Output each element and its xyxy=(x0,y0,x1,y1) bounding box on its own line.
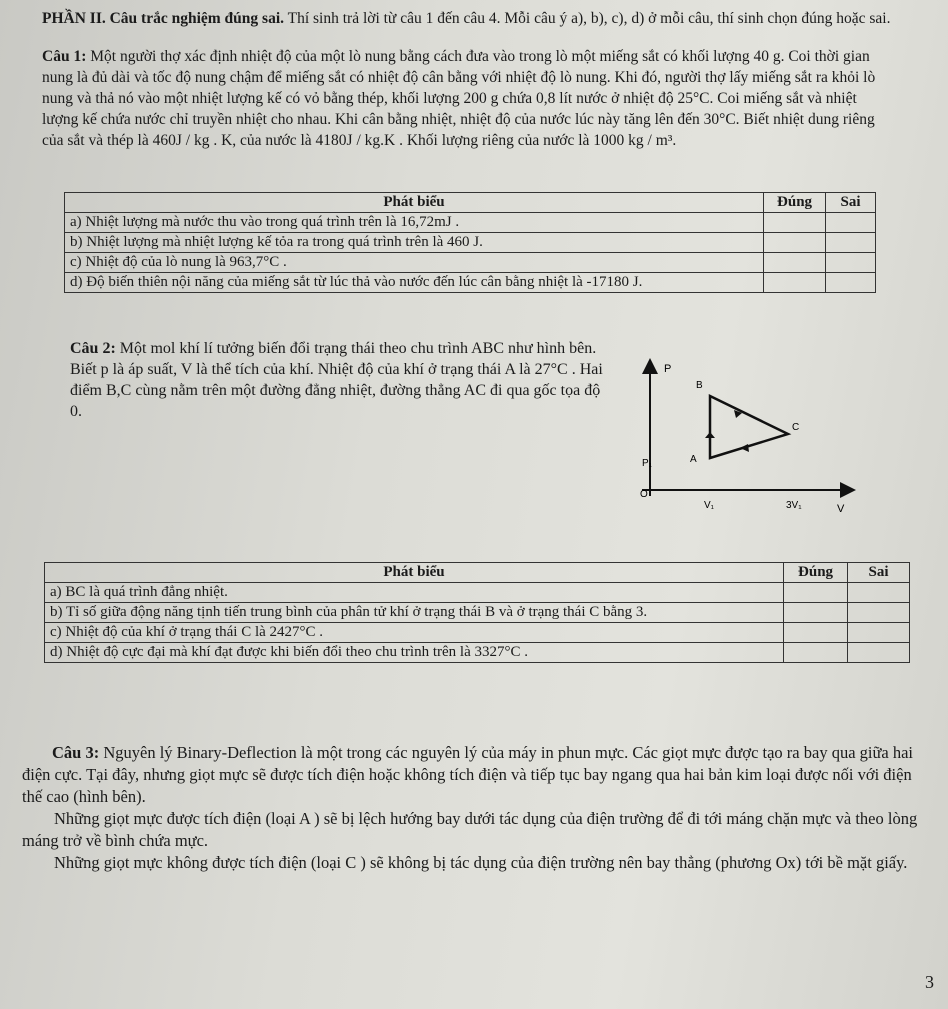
question-3-text-1: Nguyên lý Binary-Deflection là một trong các nguyên lý của máy in phun mực. Các giọt mực được tạo ra bay qua giữa hai điện cực. Tại đây, nhưng giọt mực sẽ được tích điện hoặc không tích điện và tiếp tục bay ngang qua hai bản kim loại được nối với điện thế cao (hình bên). xyxy=(22,743,914,806)
question-1-table xyxy=(64,192,876,293)
question-1-label: Câu 1: xyxy=(42,48,87,65)
pv-diagram xyxy=(622,358,862,518)
q2-true-cell-d[interactable] xyxy=(784,643,848,663)
q2-true-cell-a[interactable] xyxy=(784,583,848,603)
axis-p-label: P xyxy=(664,363,672,375)
question-2-label: Câu 2: xyxy=(70,340,116,357)
arrow-ca-icon xyxy=(740,444,749,452)
question-2-table xyxy=(44,562,910,663)
q2-header-true: Đúng xyxy=(784,563,848,583)
question-3-paragraph-2: Những giọt mực được tích điện (loại A ) sẽ bị lệch hướng bay dưới tác dụng của điện trường để đi tới máng chặn mực và theo lòng máng trở về bình chứa mực. xyxy=(22,809,918,850)
axis-v-label: V xyxy=(837,503,845,515)
table-row xyxy=(45,643,910,663)
q2-false-cell-a[interactable] xyxy=(848,583,910,603)
v1-label: V₁ xyxy=(704,500,715,511)
q2-statement-b: b) Tỉ số giữa động năng tịnh tiến trung bình của phân tử khí ở trạng thái B và ở trạng thái C bằng 3. xyxy=(45,603,784,623)
q1-true-cell-a[interactable] xyxy=(764,213,826,233)
p1-label: P₁ xyxy=(642,458,653,469)
question-3-paragraph-3: Những giọt mực không được tích điện (loại C ) sẽ không bị tác dụng của điện trường nên bay thẳng (phương Ox) tới bề mặt giấy. xyxy=(54,853,908,872)
q1-true-cell-d[interactable] xyxy=(764,273,826,293)
q1-header-false: Sai xyxy=(826,193,876,213)
q1-statement-a: a) Nhiệt lượng mà nước thu vào trong quá trình trên là 16,72mJ . xyxy=(65,213,764,233)
cycle-abc xyxy=(710,396,788,458)
origin-label: O xyxy=(640,489,648,500)
point-c-label: C xyxy=(792,422,800,433)
table-row xyxy=(45,603,910,623)
q2-true-cell-b[interactable] xyxy=(784,603,848,623)
q2-header-false: Sai xyxy=(848,563,910,583)
q2-false-cell-d[interactable] xyxy=(848,643,910,663)
table-row xyxy=(65,233,876,253)
q1-header-true: Đúng xyxy=(764,193,826,213)
part-heading xyxy=(42,8,922,29)
table-row xyxy=(65,213,876,233)
q2-false-cell-b[interactable] xyxy=(848,603,910,623)
question-1-text: Một người thợ xác định nhiệt độ của một lò nung bằng cách đưa vào trong lò một miếng sắt có khối lượng 40 g. Coi thời gian nung là đủ dài và tốc độ nung chậm để miếng sắt có nhiệt độ cân bằng với nhiệt độ lò nung. Khi đó, người thợ lấy miếng sắt ra khỏi lò nung và thả nó vào một nhiệt lượng kế có vỏ bằng thép, khối lượng 200 g chứa 0,8 lít nước ở nhiệt độ 25°C. Coi miếng sắt và nhiệt lượng kế chứa nước chỉ truyền nhiệt cho nhau. Khi cân bằng nhiệt, nhiệt độ của nước lúc này tăng lên đến 30°C. Biết nhiệt dung riêng của sắt và thép là 460J / kg . K, của nước là 4180J / kg.K . Khối lượng riêng của nước là 1000 kg / m³. xyxy=(42,48,876,149)
q1-statement-c: c) Nhiệt độ của lò nung là 963,7°C . xyxy=(65,253,764,273)
question-2 xyxy=(70,338,615,422)
arrow-ab-icon xyxy=(705,432,715,438)
point-b-label: B xyxy=(696,380,703,391)
q2-statement-d: d) Nhiệt độ cực đại mà khí đạt được khi biến đổi theo chu trình trên là 3327°C . xyxy=(45,643,784,663)
q1-false-cell-a[interactable] xyxy=(826,213,876,233)
part-instruction: Thí sinh trả lời từ câu 1 đến câu 4. Mỗi câu ý a), b), c), d) ở mỗi câu, thí sinh chọn đúng hoặc sai. xyxy=(287,10,891,27)
point-a-label: A xyxy=(690,454,697,465)
question-3-paragraph-1 xyxy=(22,742,927,808)
page-number: 3 xyxy=(925,972,934,992)
question-1 xyxy=(42,46,892,151)
q2-statement-c: c) Nhiệt độ của khí ở trạng thái C là 2427°C . xyxy=(45,623,784,643)
q2-statement-a: a) BC là quá trình đẳng nhiệt. xyxy=(45,583,784,603)
q1-true-cell-c[interactable] xyxy=(764,253,826,273)
q1-header-statement: Phát biểu xyxy=(65,193,764,213)
v3-label: 3V₁ xyxy=(786,500,802,511)
question-3 xyxy=(22,742,927,874)
q2-true-cell-c[interactable] xyxy=(784,623,848,643)
q1-true-cell-b[interactable] xyxy=(764,233,826,253)
table-row xyxy=(65,273,876,293)
q2-false-cell-c[interactable] xyxy=(848,623,910,643)
table-row xyxy=(45,623,910,643)
question-3-label: Câu 3: xyxy=(52,743,100,762)
q1-false-cell-d[interactable] xyxy=(826,273,876,293)
table-row xyxy=(65,253,876,273)
q1-false-cell-b[interactable] xyxy=(826,233,876,253)
table-row xyxy=(45,583,910,603)
question-2-text: Một mol khí lí tưởng biến đổi trạng thái theo chu trình ABC như hình bên. Biết p là áp suất, V là thể tích của khí. Nhiệt độ của khí ở trạng thái A là 27°C . Hai điểm B,C cùng nằm trên một đường đẳng nhiệt, đường thẳng AC đi qua gốc tọa độ 0. xyxy=(70,340,603,420)
part-title: PHẦN II. Câu trắc nghiệm đúng sai. xyxy=(42,10,284,27)
q2-header-statement: Phát biểu xyxy=(45,563,784,583)
q1-false-cell-c[interactable] xyxy=(826,253,876,273)
q1-statement-b: b) Nhiệt lượng mà nhiệt lượng kế tỏa ra trong quá trình trên là 460 J. xyxy=(65,233,764,253)
q1-statement-d: d) Độ biến thiên nội năng của miếng sắt từ lúc thả vào nước đến lúc cân bằng nhiệt là -17180 J. xyxy=(65,273,764,293)
